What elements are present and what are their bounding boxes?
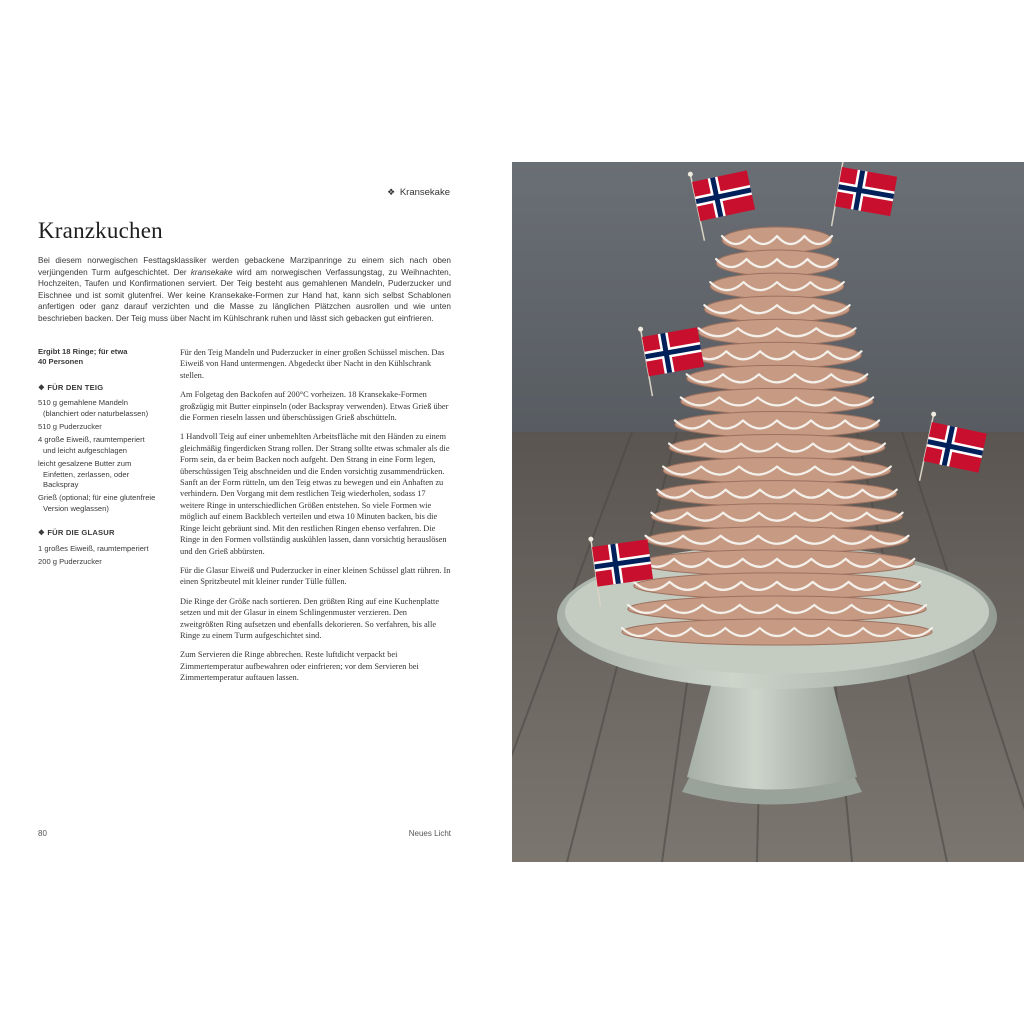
ring-body [693,342,862,368]
ingredient-line: und leicht aufgeschlagen [43,445,128,455]
ring [710,273,844,299]
ingredient-item [38,557,166,567]
ingredient-section-heading: ❖ FÜR DEN TEIG [38,382,104,392]
ingredient-line: Grieß (optional; für eine glutenfreie [38,493,156,503]
chapter-kicker [300,187,450,198]
ingredient-line: Einfetten, zerlassen, oder [43,469,130,479]
ring-body [651,504,902,530]
ingredient-item [38,422,166,432]
ring [628,596,926,622]
intro-part-2: wird am norwegischen Verfassungstag, zu Weihnachten, Hochzeiten, Taufen und Konfirmationen serviert. Der Teig besteht aus gemahlenen Mandeln, Puderzucker und Eischnee und ist somit glutenfrei. Wer keine Kransekake-Formen zur Hand hat, kann sich selbst Schablonen anfertigen oder ganz darauf verzichten und die Masse zu länglichen Plätzchen ausrollen und wie unten beschrieben backen. Der Teig muss über Nacht im Kühlschrank ruhen und lässt sich gebacken gut einfrieren. [38,267,451,323]
method-step: Zum Servieren die Ringe abbrechen. Reste luftdicht verpackt bei Zimmertemperatur aufbewahren oder einfrieren; vor dem Servieren bei Zimmertemperatur auftauen lassen. [180,650,419,683]
ring [634,573,920,599]
ingredient-section-heading: ❖ FÜR DIE GLASUR [38,528,115,538]
ingredient-line: 510 g gemahlene Mandeln [38,398,128,408]
ring [622,619,932,645]
recipe-intro [38,255,451,325]
ingredient-item [38,398,166,419]
ring [646,527,909,553]
ring-body [722,227,832,253]
ring [651,504,902,530]
ring [657,481,896,507]
ring [663,458,891,484]
method-step: Für den Teig Mandeln und Puderzucker in einer großen Schüssel mischen. Das Eiweiß von Hand untermengen. Abgedeckt über Nacht in den Kühlschrank stellen. [180,348,445,380]
page-number: 80 [38,829,47,838]
ring-body [716,250,838,276]
ring [704,296,849,322]
ingredient-line: Version weglassen) [43,503,109,513]
kransekake-photo [512,162,1024,862]
ring-body [687,365,868,391]
recipe-title: Kranzkuchen [38,218,163,243]
ingredient-item [38,459,166,490]
ring-body [704,296,849,322]
intro-part-1: Bei diesem norwegischen Festtagsklassiker werden gebackene Marzipanringe zu einem sich nach oben verjüngenden Turm aufgeschichtet. Der [38,256,451,277]
method-step: 1 Handvoll Teig auf einer unbemehlten Arbeitsfläche mit den Händen zu einem gleichmäßig fingerdicken Strang rollen. Der Strang sollte etwas schmaler als die Form sein, da er beim Backen noch aufgeht. Den Strang in eine Form legen, überschüssigen Teig abschneiden und die Enden vorsichtig zusammendrücken. Sanft an der Form rütteln, um den Teig etwas zu bewegen und ein Anhaften zu verhindern. Den Vorgang mit dem restlichen Teig wiederholen, sodass 17 weitere Ringe in unterschiedlichen Größen entstehen. So viele Formen wie möglich auf einem Backblech verteilen und etwa 10 Minuten backen, bis die Ringe leicht gebräunt sind. Mit den restlichen Ringen ebenso verfahren. Die Ringe in den Formen vollständig auskühlen lassen, dann vorsichtig herauslösen und den Grieß abbürsten. [180,432,450,556]
stand-stem [687,682,857,790]
ingredient-item [38,435,166,456]
ingredients-sidebar [38,347,166,582]
ring-body [657,481,896,507]
ingredient-list [38,544,166,568]
ingredient-list [38,398,166,514]
kicker-label: Kransekake [399,187,450,198]
method-step: Die Ringe der Größe nach sortieren. Den größten Ring auf eine Kuchenplatte setzen und mit der Glasur in einem Schlingenmuster verzieren. Den zweitgrößten Ring aufsetzen und ebenfalls dekorieren. So verfahren, bis alle Ringe zu einem Turm aufgeschichtet sind. [180,596,440,640]
servings-line-2: 40 Personen [38,357,84,367]
ring-body [681,388,873,414]
ingredient-sections [38,383,166,568]
ingredient-item [38,544,166,554]
ingredient-line: Backspray [43,480,79,490]
ring [675,411,879,437]
ring [681,388,873,414]
servings-line-1: Ergibt 18 Ringe; für etwa [38,347,128,356]
ring-body [710,273,844,299]
servings [38,347,166,368]
ring-body [622,619,932,645]
ring [698,319,855,345]
method-steps [180,347,452,692]
ring-body [646,527,909,553]
ingredient-line: 1 großes Eiweiß, raumtemperiert [38,543,149,553]
ring [687,365,868,391]
method-step: Am Folgetag den Backofen auf 200°C vorheizen. 18 Kransekake-Formen großzügig mit Butter einpinseln (oder Backspray verwenden). Etwas Grieß über die Formen rieseln lassen und überschüssigen Grieß abschütteln. [180,390,449,423]
ring [640,550,915,576]
kransekake-illustration [512,162,1024,862]
ring [693,342,862,368]
ring [716,250,838,276]
ring-body [698,319,855,345]
chapter-footer: Neues Licht [408,829,451,838]
ring [722,227,832,253]
diamond-ornament-icon: ❖ [387,187,396,197]
ingredient-line: 510 g Puderzucker [38,422,102,432]
ingredient-line: 200 g Puderzucker [38,557,102,567]
method-step: Für die Glasur Eiweiß und Puderzucker in einer kleinen Schüssel glatt rühren. In einen Spritzbeutel mit kleiner runder Tülle füllen. [180,565,451,587]
intro-term: kransekake [190,267,233,277]
ingredient-line: (blanchiert oder naturbelassen) [43,408,149,418]
ingredient-item [38,493,166,514]
ring [669,435,885,461]
ingredient-line: 4 große Eiweiß, raumtemperiert [38,435,145,445]
ingredient-line: leicht gesalzene Butter zum [38,459,132,469]
